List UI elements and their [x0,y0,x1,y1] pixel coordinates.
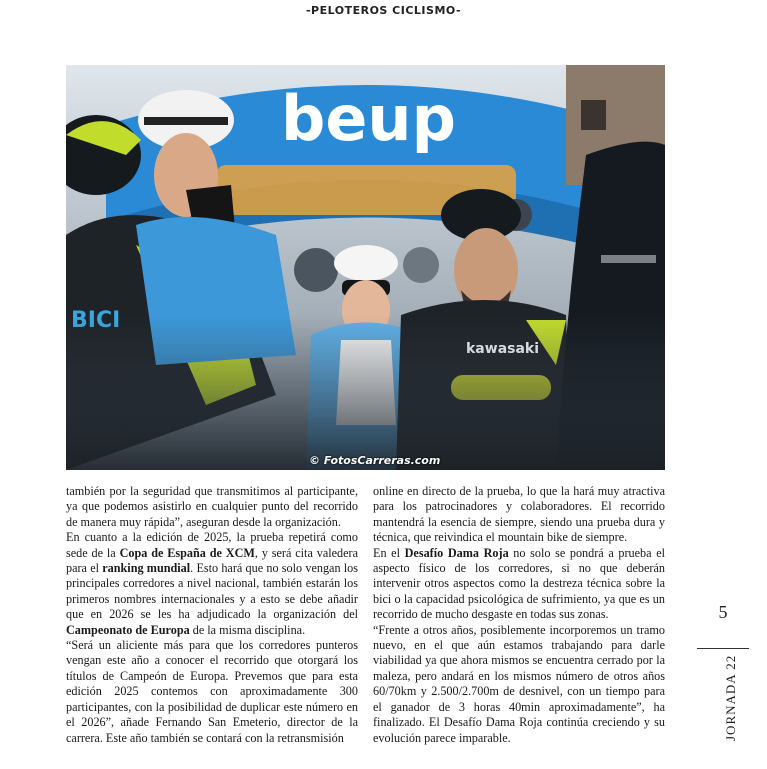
article-paragraph [373,484,665,546]
photo-credit: © FotosCarreras.com [309,454,441,467]
article-photo [66,65,665,470]
article-paragraph [66,530,358,638]
text-run: de la misma disciplina. [189,622,306,637]
text-run: “Será un aliciente más para que los corredores punteros vengan este año a conocer el recorrido que otorgará los títulos de Campeón de Europa. Prevemos que para esta edición 2025 contemos con aproximadamente 300 participantes, con la posibilidad de duplicar este número en el 2026”, añade Fernando San Emeterio, director de la carrera. Este año también se contará con la retransmisión [66,638,358,745]
section-label: JORNADA 22 [723,654,738,741]
text-run: “Frente a otros años, posiblemente incorporemos un tramo nuevo, en el que aún estamos trabajando para darle viabilidad ya que ahora mismos se encuentra cerrado por la maleza, pero andará en los mismos número de otros años 60/70km y 2.500/2.700m de desnivel, con un tiempo para el ganador de 3 horas 40min aproximadamente”, ha finalizado. El Desafío Dama Roja continúa creciendo y su evolución parece imparable. [373,622,665,745]
text-run: En el [373,545,405,560]
article-column-left [66,484,358,746]
article-column-right [373,484,665,746]
page-number: 5 [718,602,728,622]
article-paragraph [66,484,358,530]
cyclists-photo-illustration [66,65,665,470]
page-number-rule [697,648,749,649]
article-paragraph [373,546,665,623]
masthead: -PELOTEROS CICLISMO- [305,4,462,17]
text-run: también por la seguridad que transmitimos al participante, ya que podemos asistirlo en cualquier punto del recorrido de manera muy rápida”, aseguran desde la organización. [66,484,358,529]
article-paragraph [66,638,358,746]
bold-phrase: Desafío Dama Roja [404,545,509,560]
bold-phrase: Campeonato de Europa [66,622,190,637]
text-run: En cuanto a la edición de 2025, la prueba repetirá como sede de la [66,530,358,560]
text-run: online en directo de la prueba, lo que la hará muy atractiva para los patrocinadores y colaboradores. El recorrido mantendrá la esencia de siempre, siendo una prueba dura y técnica, que reivindica el mountain bike de siempre. [373,484,665,545]
bold-phrase: Copa de España de XCM [119,545,255,560]
article-paragraph [373,623,665,746]
arch-brand-text: beup [281,82,456,155]
text-run: no solo se pondrá a prueba el aspecto físico de los corredores, si no que deberán intervenir otros aspectos como la destreza técnica sobre la bici o la capacidad psicológica de sufrimiento, ya que es un recorrido de mucho desgaste en todas sus zonas. [373,545,665,622]
bold-phrase: ranking mundial [102,561,191,576]
text-run: . Esto hará que no solo vengan los principales corredores a nivel nacional, también estarán los primeros nombres internacionales y a esto se debe añadir que en 2026 se les ha adjudicado la organización del [66,561,358,622]
text-run: , y será cita valedera para el [66,545,358,576]
